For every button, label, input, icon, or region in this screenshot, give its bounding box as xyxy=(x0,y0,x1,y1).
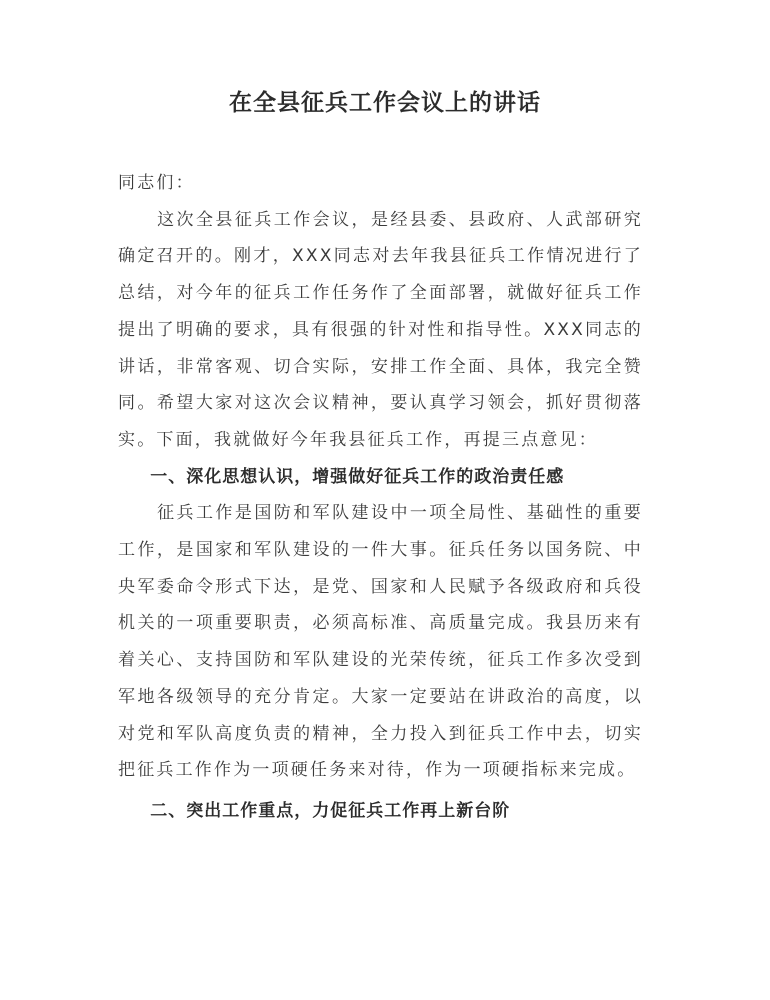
section-heading-2: 二、突出工作重点，力促征兵工作再上新台阶 xyxy=(150,800,511,821)
section-heading-1: 一、深化思想认识，增强做好征兵工作的政治责任感 xyxy=(150,466,565,487)
document-body xyxy=(118,165,643,830)
paragraph-section-1: 征兵工作是国防和军队建设中一项全局性、基础性的重要工作，是国家和军队建设的一件大事。征兵任务以国务院、中央军委命令形式下达，是党、国家和人民赋予各级政府和兵役机关的一项重要职责，必须高标准、高质量完成。我县历来有着关心、支持国防和军队建设的光荣传统，征兵工作多次受到军地各级领导的充分肯定。大家一定要站在讲政治的高度，以对党和军队高度负责的精神，全力投入到征兵工作中去，切实把征兵工作作为一项硬任务来对待，作为一项硬指标来完成。 xyxy=(118,503,643,781)
salutation: 同志们： xyxy=(118,173,195,193)
document-title: 在全县征兵工作会议上的讲话 xyxy=(229,90,541,116)
paragraph-intro: 这次全县征兵工作会议，是经县委、县政府、人武部研究确定召开的。刚才，XXX同志对去年我县征兵工作情况进行了总结，对今年的征兵工作任务作了全面部署，就做好征兵工作提出了明确的要求，具有很强的针对性和指导性。XXX同志的讲话，非常客观、切合实际，安排工作全面、具体，我完全赞同。希望大家对这次会议精神，要认真学习领会，抓好贯彻落实。下面，我就做好今年我县征兵工作，再提三点意见： xyxy=(118,209,643,450)
